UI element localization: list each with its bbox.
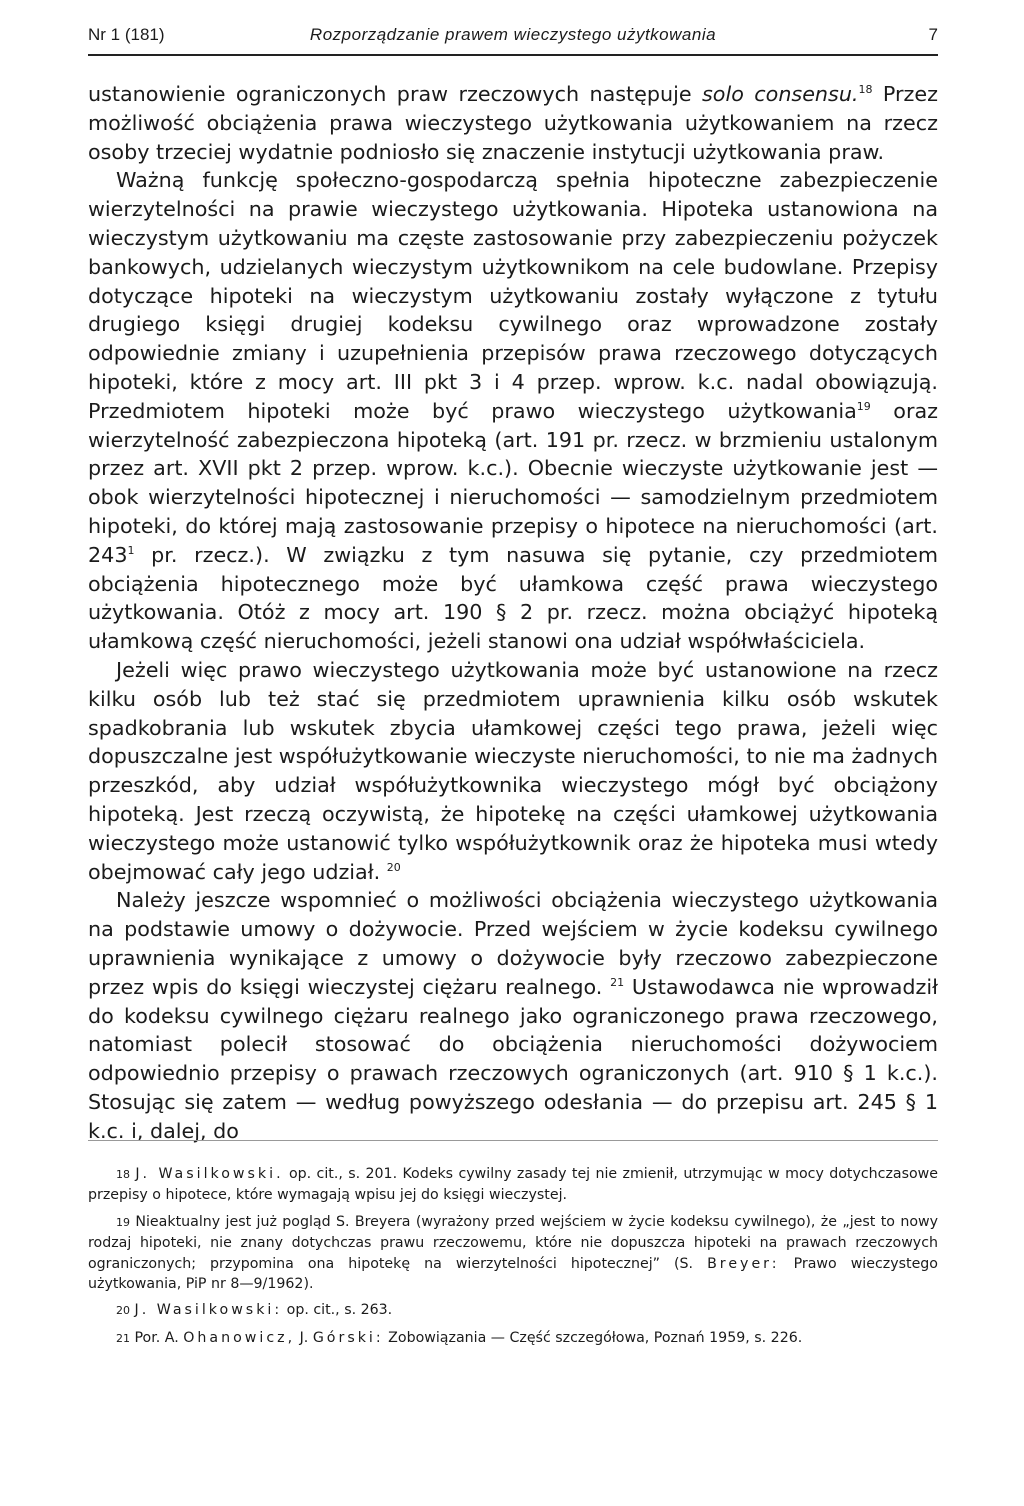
running-header bbox=[88, 20, 938, 56]
footnote-author: Górski: bbox=[312, 1329, 384, 1346]
footnote-number: 20 bbox=[116, 1304, 130, 1318]
footnote-number: 19 bbox=[116, 1215, 130, 1229]
footnote-divider bbox=[88, 1140, 938, 1141]
paragraph-1 bbox=[88, 80, 938, 166]
text-run: Ważną funkcję społeczno-gospodarczą spełnia hipoteczne zabezpieczenie wierzytelności na prawie wieczystego użytkowania. Hipoteka ustanowiona na wieczystym użytkowaniu ma częste zastosowanie przy zabezpieczeniu pożyczek bankowych, udzielanych wieczystym użytkownikom na cele budowlane. Przepisy dotyczące hipoteki na wieczystym użytkowaniu zostały wyłączone z tytułu drugiego księgi drugiej kodeksu cywilnego oraz wprowadzone zostały odpowiednie zmiany i uzupełnienia przepisów prawa rzeczowego dotyczących hipoteki, które z mocy art. III pkt 3 i 4 przep. wprow. k.c. nadal obowiązują. Przedmiotem hipoteki może być prawo wieczystego użytkowania bbox=[88, 168, 938, 423]
superscript: 1 bbox=[127, 543, 135, 557]
paragraph-4 bbox=[88, 886, 938, 1145]
issue-number: Nr 1 (181) bbox=[88, 25, 165, 44]
footnote-ref: 18 bbox=[858, 83, 873, 97]
text-run: Jeżeli więc prawo wieczystego użytkowania może być ustanowione na rzecz kilku osób lub też stać się przedmiotem uprawnienia kilku osób wskutek spadkobrania lub wskutek zbycia ułamkowej części tego prawa, jeżeli więc dopuszczalne jest współużytkowanie wieczyste nieruchomości, to nie ma żadnych przeszkód, aby udział współużytkownika wieczystego mógł być obciążony hipoteką. Jest rzeczą oczywistą, że hipotekę na części ułamkowej użytkowania wieczystego może ustanowić tylko współużytkownik oraz że hipoteka musi wtedy obejmować cały jego udział. bbox=[88, 657, 938, 884]
running-title: Rozporządzanie prawem wieczystego użytkowania bbox=[309, 25, 717, 44]
text-run: ustanowienie ograniczonych praw rzeczowych następuje bbox=[88, 82, 703, 106]
text-run: pr. rzecz.). W związku z tym nasuwa się pytanie, czy przedmiotem obciążenia hipotecznego może być ułamkowa część prawa wieczystego użytkowania. Otóż z mocy art. 190 § 2 pr. rzecz. można obciążyć hipoteką ułamkową część nieruchomości, jeżeli stanowi ona udział współwłaściciela. bbox=[88, 542, 938, 654]
footnote-ref: 21 bbox=[610, 975, 625, 989]
text-run: oraz wierzytelność zabezpieczona hipoteką (art. 191 pr. rzecz. w brzmieniu ustalonym przez art. XVII pkt 2 przep. wprow. k.c.). Obecnie wieczyste użytkowanie jest — obok wierzytelności hipotecznej i nieruchomości — samodzielnym przedmiotem hipoteki, do której mają zastosowanie przepisy o hipotece na nieruchomości (art. 243 bbox=[88, 398, 938, 567]
footnote-18 bbox=[88, 1164, 938, 1206]
footnote-text: op. cit., s. 201. Kodeks cywilny zasady tej nie zmienił, utrzymując w mocy dotychczasowe przepisy o hipotece, które wymagają wpisu jej do księgi wieczystej. bbox=[88, 1166, 938, 1204]
footnote-ref: 20 bbox=[386, 860, 401, 874]
text-run: Należy jeszcze wspomnieć o możliwości obciążenia wieczystego użytkowania na podstawie umowy o dożywocie. Przed wejściem w życie kodeksu cywilnego uprawnienia wynikające z umowy o dożywocie były rzeczowo zabezpieczone przez wpis do księgi wieczystej ciężaru realnego. bbox=[88, 888, 938, 999]
footnote-20 bbox=[88, 1300, 938, 1321]
footnote-number: 18 bbox=[116, 1168, 130, 1181]
footnote-ref: 19 bbox=[856, 399, 871, 413]
footnote-author: Ohanowicz, bbox=[183, 1329, 296, 1346]
footnotes bbox=[88, 1164, 938, 1355]
text-run: Ustawodawca nie wprowadził do kodeksu cywilnego ciężaru realnego jako ograniczonego prawa rzeczowego, natomiast polecił stosować do obciążenia nieruchomości dożywociem odpowiednio przepisy o prawach rzeczowych ograniczonych (art. 910 § 1 k.c.). Stosując się zatem — według powyższego odesłania — do przepisu art. 245 § 1 k.c. i, dalej, do bbox=[88, 974, 939, 1143]
paragraph-3 bbox=[88, 656, 938, 886]
footnote-19 bbox=[88, 1212, 938, 1295]
footnote-author: Breyer: bbox=[707, 1255, 780, 1272]
footnote-text: J. bbox=[295, 1329, 313, 1346]
footnote-number: 21 bbox=[116, 1331, 130, 1345]
footnote-21 bbox=[88, 1328, 938, 1349]
footnote-text: Por. A. bbox=[130, 1329, 184, 1346]
footnote-text: Prawo wieczystego użytkowania, PiP nr 8—9/1962). bbox=[88, 1255, 938, 1293]
latin-phrase: solo consensu. bbox=[702, 82, 859, 106]
text-run: Przez możliwość obciążenia prawa wieczystego użytkowania użytkowaniem na rzecz osoby trzeciej wydatnie podniosło się znaczenie instytucji użytkowania praw. bbox=[88, 82, 938, 164]
main-text bbox=[88, 80, 938, 1145]
footnote-text: op. cit., s. 263. bbox=[282, 1302, 393, 1319]
footnote-text: Nieaktualny jest już pogląd S. Breyera (wyrażony przed wejściem w życie kodeksu cywilnego), że „jest to nowy rodzaj hipoteki, nie znany dotychczas prawu rzeczowemu, które nie dopuszcza hipoteki na prawach rzeczowych ograniczonych; przypomina ona hipotekę na wierzytelności hipotecznej” (S. bbox=[88, 1213, 938, 1272]
footnote-text: Zobowiązania — Część szczegółowa, Poznań 1959, s. 226. bbox=[383, 1329, 803, 1346]
footnote-author: J. Wasilkowski. bbox=[135, 1166, 284, 1182]
page-number: 7 bbox=[928, 25, 938, 44]
footnote-author: J. Wasilkowski: bbox=[134, 1302, 283, 1319]
paragraph-2 bbox=[88, 166, 938, 656]
